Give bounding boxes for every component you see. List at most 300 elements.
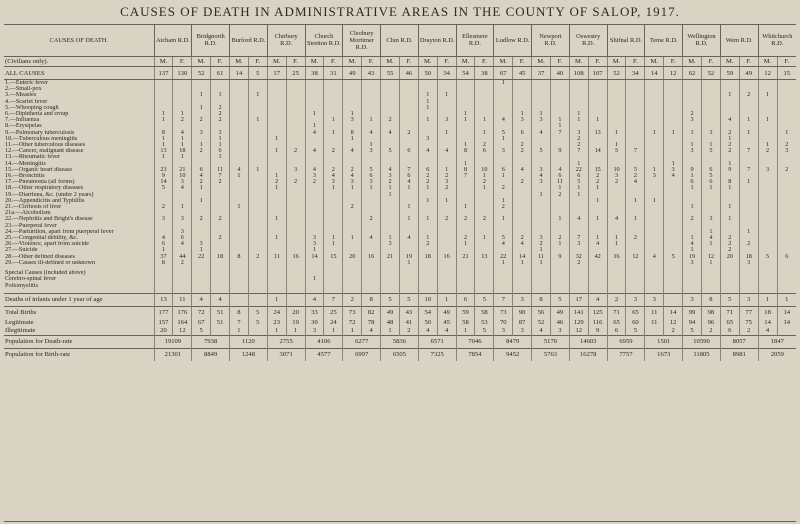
row-label: 17.—Pneumonia (all forms) bbox=[5, 179, 75, 186]
cell-value: 1 bbox=[381, 185, 400, 191]
cell-value: 58 bbox=[475, 306, 494, 319]
cell-value: 3 bbox=[343, 179, 362, 185]
cell-value: 1 bbox=[418, 216, 437, 222]
cell-value: 6 bbox=[607, 327, 626, 336]
cell-value: 4 bbox=[494, 117, 513, 123]
cell-value: 5836 bbox=[381, 335, 419, 348]
cell-value: 1 bbox=[248, 117, 267, 123]
cell-value: 1 bbox=[154, 154, 173, 160]
cell-value: 4 bbox=[399, 179, 418, 185]
cell-value bbox=[645, 80, 664, 87]
cell-value: 1 bbox=[267, 173, 286, 179]
cell-value bbox=[550, 80, 569, 87]
cell-value: 67 bbox=[494, 67, 513, 80]
cell-value: 1 bbox=[437, 198, 456, 204]
cell-value: 2 bbox=[211, 235, 230, 241]
cell-value: 2 bbox=[418, 173, 437, 179]
cell-value: 37 bbox=[154, 254, 173, 260]
cell-value: 16 bbox=[286, 254, 305, 260]
cell-value: 1 bbox=[758, 142, 777, 148]
district-header: Wem R.D. bbox=[720, 24, 758, 57]
cell-value bbox=[230, 293, 249, 306]
sex-header: F. bbox=[701, 57, 720, 67]
cell-value bbox=[154, 80, 173, 87]
cell-value: 1 bbox=[343, 111, 362, 117]
cell-value: 25 bbox=[286, 67, 305, 80]
cell-value: 2 bbox=[569, 142, 588, 148]
cell-value: 13 bbox=[588, 130, 607, 136]
cell-value: 5763 bbox=[532, 348, 570, 361]
cell-value: 12 bbox=[664, 67, 683, 80]
cell-value: 1 bbox=[154, 247, 173, 253]
cell-value: 4 bbox=[305, 130, 324, 136]
sex-header: M. bbox=[267, 57, 286, 67]
cell-value: 3 bbox=[173, 179, 192, 185]
cell-value: 1 bbox=[569, 161, 588, 167]
cell-value: 12 bbox=[569, 327, 588, 336]
cell-value: 1 bbox=[513, 260, 532, 266]
cell-value: 1 bbox=[305, 123, 324, 129]
cell-value: 1 bbox=[362, 117, 381, 123]
cell-value: 6 bbox=[701, 179, 720, 185]
cell-value: 3 bbox=[211, 130, 230, 136]
cell-value: 1 bbox=[173, 142, 192, 148]
page-title: CAUSES OF DEATH IN ADMINISTRATIVE AREAS IN THE COUNTY OF SALOP, 1917. bbox=[120, 4, 680, 19]
cell-value: 6 bbox=[456, 293, 475, 306]
cell-value: 7 bbox=[399, 167, 418, 173]
illegitimate-row bbox=[4, 327, 796, 336]
cell-value: 2 bbox=[720, 247, 739, 253]
row-label: 28.—Other defined diseases bbox=[5, 253, 75, 260]
cell-value: 9 bbox=[720, 167, 739, 173]
cell-value: 1 bbox=[777, 130, 796, 136]
cell-value: 1 bbox=[664, 130, 683, 136]
cell-value bbox=[343, 80, 362, 87]
cell-value: 1 bbox=[456, 142, 475, 148]
cell-value bbox=[588, 80, 607, 87]
cell-value: 4 bbox=[343, 173, 362, 179]
cell-value: 5 bbox=[701, 148, 720, 154]
cell-value bbox=[475, 80, 494, 87]
cell-value: 1 bbox=[758, 117, 777, 123]
cell-value: 2 bbox=[173, 117, 192, 123]
cell-value: 1 bbox=[569, 185, 588, 191]
cell-value: 4 bbox=[399, 235, 418, 241]
cell-value: 2 bbox=[437, 216, 456, 222]
cell-value bbox=[362, 80, 381, 87]
cell-value: 3 bbox=[381, 173, 400, 179]
cell-value: 1 bbox=[418, 105, 437, 111]
sex-header: M. bbox=[456, 57, 475, 67]
cell-value: 6 bbox=[192, 167, 211, 173]
sex-header: F. bbox=[362, 57, 381, 67]
cell-value: 1 bbox=[569, 111, 588, 117]
cell-value: 94 bbox=[683, 319, 702, 327]
cell-value: 5 bbox=[154, 185, 173, 191]
cell-value: 1 bbox=[343, 136, 362, 142]
cell-value: 6 bbox=[569, 173, 588, 179]
cell-value: 14 bbox=[588, 148, 607, 154]
cell-value: 1 bbox=[588, 198, 607, 204]
cell-value: 7757 bbox=[607, 348, 645, 361]
cell-value: 5 bbox=[362, 167, 381, 173]
cell-value: 14 bbox=[230, 67, 249, 80]
cell-value: 14 bbox=[154, 179, 173, 185]
cell-value: 38 bbox=[305, 67, 324, 80]
cell-value bbox=[305, 80, 324, 87]
cell-value: 1 bbox=[475, 130, 494, 136]
cell-value: 1 bbox=[550, 123, 569, 129]
cell-value: 2 bbox=[550, 235, 569, 241]
cell-value: 3 bbox=[758, 167, 777, 173]
cell-value: 1501 bbox=[645, 335, 683, 348]
cell-value: 11 bbox=[267, 254, 286, 260]
cell-value: 1 bbox=[550, 117, 569, 123]
cell-value bbox=[399, 80, 418, 87]
cell-value: 1 bbox=[437, 92, 456, 98]
cell-value: 12 bbox=[664, 319, 683, 327]
cell-value: 8 bbox=[362, 293, 381, 306]
cell-value: 12 bbox=[758, 67, 777, 80]
cell-value: 3 bbox=[683, 117, 702, 123]
cell-value: 1 bbox=[475, 117, 494, 123]
sex-header: M. bbox=[154, 57, 173, 67]
cell-value: 3 bbox=[532, 235, 551, 241]
cell-value: 75 bbox=[739, 319, 758, 327]
cell-value: 3 bbox=[532, 179, 551, 185]
cell-value bbox=[286, 80, 305, 87]
cell-value: 4 bbox=[645, 254, 664, 260]
cell-value: 48 bbox=[381, 319, 400, 327]
cell-value: 6 bbox=[701, 167, 720, 173]
cell-value: 11 bbox=[173, 293, 192, 306]
cell-value: 13 bbox=[154, 293, 173, 306]
cell-value: 9452 bbox=[494, 348, 532, 361]
cell-value: 1 bbox=[437, 293, 456, 306]
cell-value: 5 bbox=[607, 148, 626, 154]
cell-value: 2 bbox=[720, 130, 739, 136]
row-label: Cerebro-spinal fever bbox=[5, 276, 57, 283]
cell-value: 61 bbox=[211, 67, 230, 80]
cell-value: 1 bbox=[437, 130, 456, 136]
cell-value: 129 bbox=[569, 319, 588, 327]
row-label: 9.—Pulmonary tuberculosis bbox=[5, 129, 75, 136]
cell-value: 1 bbox=[588, 216, 607, 222]
cell-value: 2 bbox=[588, 173, 607, 179]
cell-value: 9 bbox=[550, 254, 569, 260]
cell-value bbox=[645, 327, 664, 336]
cell-value: 17 bbox=[569, 293, 588, 306]
cell-value: 7 bbox=[569, 235, 588, 241]
cell-value: 1 bbox=[267, 136, 286, 142]
cell-value: 1 bbox=[532, 192, 551, 198]
cell-value: 31 bbox=[324, 67, 343, 80]
cell-value: 1 bbox=[381, 327, 400, 336]
cell-value: 15 bbox=[324, 254, 343, 260]
sex-header: M. bbox=[607, 57, 626, 67]
district-header: Wellington R.D. bbox=[683, 24, 721, 57]
row-label: Poliomyelitis bbox=[5, 282, 39, 289]
cell-value: 1 bbox=[701, 142, 720, 148]
cell-value: 11 bbox=[550, 179, 569, 185]
cell-value: 1 bbox=[324, 241, 343, 247]
cell-value: 43 bbox=[362, 67, 381, 80]
cell-value: 1 bbox=[173, 154, 192, 160]
cell-value: 3 bbox=[626, 293, 645, 306]
cell-value: 71 bbox=[720, 306, 739, 319]
cell-value: 3 bbox=[437, 117, 456, 123]
cell-value bbox=[248, 80, 267, 87]
cell-value: 87 bbox=[513, 319, 532, 327]
cell-value: 2 bbox=[532, 241, 551, 247]
cell-value: 2 bbox=[418, 179, 437, 185]
table-body bbox=[4, 57, 796, 361]
cell-value: 4 bbox=[173, 185, 192, 191]
cell-value: 5 bbox=[758, 254, 777, 260]
cell-value: 2 bbox=[324, 148, 343, 154]
cause-row bbox=[4, 80, 796, 87]
district-header: Ellesmere R.D. bbox=[456, 24, 494, 57]
cell-value: 1 bbox=[532, 247, 551, 253]
cell-value: 3 bbox=[683, 148, 702, 154]
cell-value: 1248 bbox=[230, 348, 268, 361]
cell-value: 3 bbox=[173, 229, 192, 235]
cell-value: 1847 bbox=[758, 335, 796, 348]
cell-value: 14 bbox=[758, 319, 777, 327]
cell-value: 98 bbox=[701, 306, 720, 319]
cell-value: 1 bbox=[173, 136, 192, 142]
cell-value: 54 bbox=[456, 67, 475, 80]
row-label: ALL CAUSES bbox=[4, 67, 154, 80]
cell-value: 82 bbox=[362, 306, 381, 319]
cell-value: 1 bbox=[324, 130, 343, 136]
cell-value: 4 bbox=[305, 167, 324, 173]
cell-value bbox=[664, 80, 683, 87]
cell-value: 2 bbox=[569, 136, 588, 142]
pop-death-row bbox=[4, 335, 796, 348]
cell-value: 2 bbox=[758, 148, 777, 154]
cell-value: 3 bbox=[532, 117, 551, 123]
cell-value: 3 bbox=[513, 327, 532, 336]
cell-value: 4 bbox=[550, 167, 569, 173]
cell-value: 125 bbox=[588, 306, 607, 319]
cell-value: 1 bbox=[720, 92, 739, 98]
cell-value: 6 bbox=[777, 254, 796, 260]
cell-value: 3 bbox=[494, 148, 513, 154]
sex-header-row bbox=[4, 57, 796, 67]
cell-value: 1 bbox=[683, 235, 702, 241]
cell-value: 2 bbox=[683, 216, 702, 222]
cell-value: 3 bbox=[418, 136, 437, 142]
cell-value: 43 bbox=[399, 306, 418, 319]
cell-value bbox=[758, 80, 777, 87]
cell-value: 24 bbox=[267, 306, 286, 319]
cell-value: 1 bbox=[701, 185, 720, 191]
cell-value: 21 bbox=[456, 254, 475, 260]
infant-deaths-row bbox=[4, 293, 796, 306]
cell-value: 1 bbox=[173, 204, 192, 210]
cell-value: 4 bbox=[588, 241, 607, 247]
cell-value: 1 bbox=[399, 260, 418, 266]
cell-value: 1 bbox=[324, 117, 343, 123]
district-header: Drayton R.D. bbox=[418, 24, 456, 57]
cell-value: 3 bbox=[305, 241, 324, 247]
cell-value: 1 bbox=[154, 111, 173, 117]
cell-value: 7 bbox=[739, 148, 758, 154]
cell-value: 2 bbox=[286, 179, 305, 185]
cell-value: 130 bbox=[173, 67, 192, 80]
row-label: 1.—Enteric fever bbox=[5, 79, 48, 86]
district-header: Teme R.D. bbox=[645, 24, 683, 57]
cell-value: 6277 bbox=[343, 335, 381, 348]
cell-value: 49 bbox=[550, 306, 569, 319]
cell-value: 1 bbox=[720, 216, 739, 222]
cell-value: 4 bbox=[664, 173, 683, 179]
cell-value bbox=[230, 80, 249, 87]
cell-value: 1 bbox=[230, 173, 249, 179]
cell-value: 3 bbox=[645, 173, 664, 179]
cell-value: 3 bbox=[192, 241, 211, 247]
cell-value bbox=[739, 80, 758, 87]
cell-value: 3 bbox=[683, 260, 702, 266]
cell-value: 3 bbox=[305, 327, 324, 336]
cell-value bbox=[777, 327, 796, 336]
row-label: 12.—Cancer, malignant disease bbox=[5, 148, 84, 155]
cell-value: 1 bbox=[513, 111, 532, 117]
cell-value: 1 bbox=[456, 204, 475, 210]
row-label: Deaths of infants under 1 year of age bbox=[4, 293, 154, 306]
cell-value: 11 bbox=[645, 319, 664, 327]
row-label: Illegitimate bbox=[5, 327, 36, 335]
cell-value: 12 bbox=[173, 327, 192, 336]
cell-value bbox=[607, 80, 626, 87]
cell-value: 177 bbox=[154, 306, 173, 319]
cell-value: 2 bbox=[343, 293, 362, 306]
cell-value: 8 bbox=[701, 293, 720, 306]
cell-value: 1 bbox=[267, 293, 286, 306]
cell-value: 1 bbox=[777, 293, 796, 306]
cell-value: 137 bbox=[154, 67, 173, 80]
cell-value: 34 bbox=[437, 67, 456, 80]
cell-value: 42 bbox=[588, 254, 607, 260]
sex-header: M. bbox=[494, 57, 513, 67]
cell-value: 6997 bbox=[343, 348, 381, 361]
cell-value: 3 bbox=[286, 167, 305, 173]
cell-value: 1 bbox=[248, 92, 267, 98]
cell-value: 4 bbox=[532, 327, 551, 336]
cell-value: 52 bbox=[532, 319, 551, 327]
cell-value: 2 bbox=[343, 204, 362, 210]
cell-value: 9 bbox=[550, 148, 569, 154]
cell-value: 14 bbox=[777, 306, 796, 319]
cell-value: 176 bbox=[173, 306, 192, 319]
cell-value: 2 bbox=[211, 111, 230, 117]
cell-value: 2 bbox=[381, 179, 400, 185]
cell-value: 7 bbox=[739, 167, 758, 173]
cell-value: 1 bbox=[267, 216, 286, 222]
sex-header: F. bbox=[739, 57, 758, 67]
cell-value: 5 bbox=[532, 148, 551, 154]
district-header: Bridgnorth R.D. bbox=[192, 24, 230, 57]
cell-value: 2 bbox=[154, 204, 173, 210]
row-label: 19.—Diarrhœa, &c. (under 2 years) bbox=[5, 191, 94, 198]
cell-value: 1 bbox=[305, 111, 324, 117]
sex-header: F. bbox=[211, 57, 230, 67]
cell-value: 1 bbox=[494, 216, 513, 222]
cell-value: 2 bbox=[550, 192, 569, 198]
district-header: Burford R.D. bbox=[230, 24, 268, 57]
cell-value: 1 bbox=[720, 204, 739, 210]
cell-value: 2 bbox=[701, 327, 720, 336]
cell-value: 2 bbox=[286, 148, 305, 154]
cell-value: 4106 bbox=[305, 335, 343, 348]
cell-value: 1 bbox=[173, 111, 192, 117]
sex-header: F. bbox=[626, 57, 645, 67]
cell-value bbox=[777, 80, 796, 87]
cell-value: 4 bbox=[192, 293, 211, 306]
cell-value: 1 bbox=[683, 247, 702, 253]
cell-value: 2 bbox=[362, 216, 381, 222]
sex-header: F. bbox=[324, 57, 343, 67]
row-label: Population for Death-rate bbox=[4, 335, 154, 348]
sex-header: F. bbox=[248, 57, 267, 67]
cell-value: 34 bbox=[626, 67, 645, 80]
cell-value bbox=[286, 293, 305, 306]
cell-value: 49 bbox=[739, 67, 758, 80]
cell-value: 3 bbox=[324, 179, 343, 185]
cell-value: 9 bbox=[683, 167, 702, 173]
row-label: Special Causes (included above) bbox=[5, 270, 86, 277]
cell-value bbox=[267, 80, 286, 87]
cell-value: 1 bbox=[230, 327, 249, 336]
sex-header: F. bbox=[475, 57, 494, 67]
cell-value: 1 bbox=[324, 235, 343, 241]
cell-value: 60 bbox=[626, 319, 645, 327]
cell-value: 2 bbox=[456, 235, 475, 241]
cell-value: 1 bbox=[286, 327, 305, 336]
cell-value: 1 bbox=[418, 198, 437, 204]
cell-value: 4 bbox=[381, 130, 400, 136]
cell-value: 50 bbox=[418, 67, 437, 80]
cell-value: 3 bbox=[381, 241, 400, 247]
cell-value: 1 bbox=[267, 235, 286, 241]
cell-value: 9 bbox=[154, 173, 173, 179]
cell-value: 141 bbox=[569, 306, 588, 319]
cell-value: 1 bbox=[494, 136, 513, 142]
cell-value: 49 bbox=[343, 67, 362, 80]
cell-value: 4 bbox=[305, 293, 324, 306]
cell-value: 4 bbox=[683, 241, 702, 247]
cell-value: 1 bbox=[664, 161, 683, 167]
cell-value: 1 bbox=[324, 185, 343, 191]
cell-value: 1 bbox=[324, 327, 343, 336]
cell-value: 6 bbox=[418, 167, 437, 173]
cell-value: 4 bbox=[173, 241, 192, 247]
cell-value: 21 bbox=[381, 254, 400, 260]
cell-value: 1 bbox=[192, 105, 211, 111]
cell-value: 5 bbox=[626, 167, 645, 173]
cell-value: 2 bbox=[437, 185, 456, 191]
cell-value: 11 bbox=[532, 254, 551, 260]
cell-value: 4 bbox=[154, 235, 173, 241]
cell-value: 13 bbox=[475, 254, 494, 260]
cell-value: 1 bbox=[683, 130, 702, 136]
cell-value: 62 bbox=[683, 67, 702, 80]
cell-value bbox=[626, 80, 645, 87]
row-label: 6.—Diphtheria and croup bbox=[5, 111, 69, 118]
cell-value: 2 bbox=[513, 148, 532, 154]
cell-value: 14603 bbox=[569, 335, 607, 348]
